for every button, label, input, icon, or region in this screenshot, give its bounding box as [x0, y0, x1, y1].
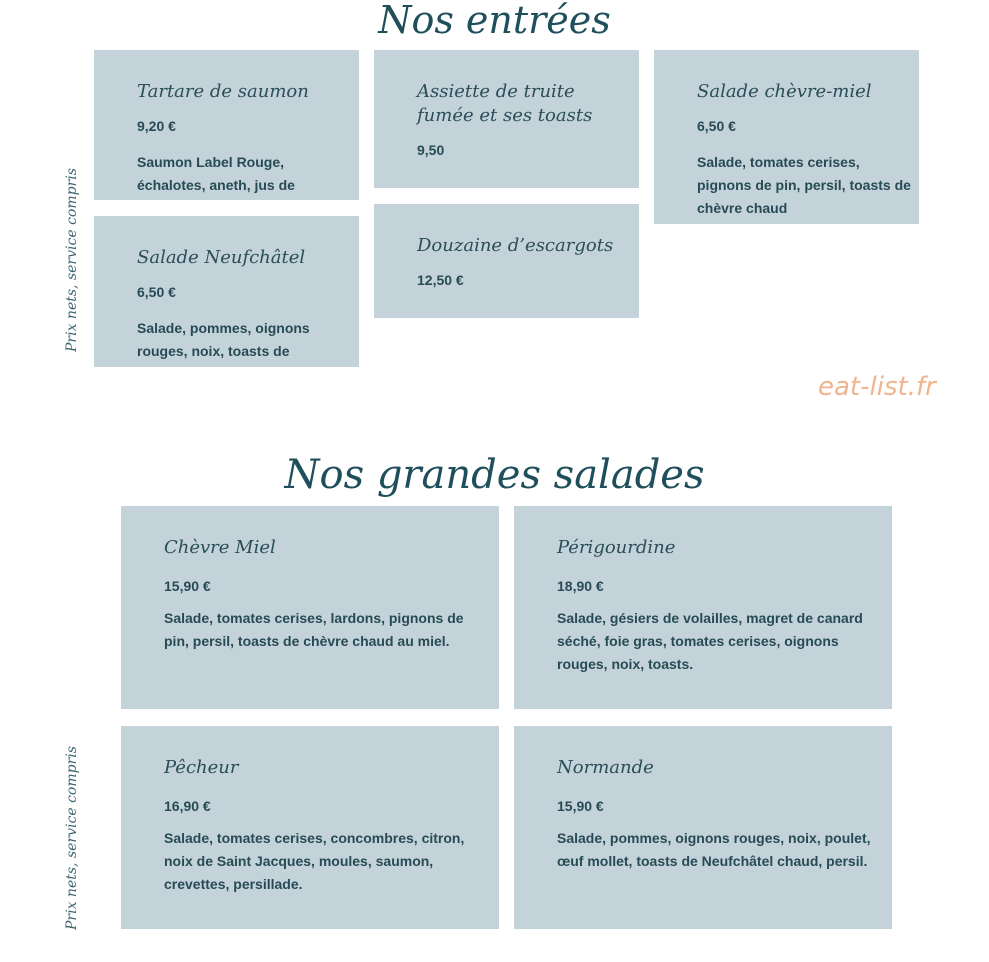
dish-description: Saumon Label Rouge, échalotes, aneth, jus de: [137, 154, 295, 193]
dish-name: Périgourdine: [557, 537, 676, 558]
dish-price: 15,90 €: [164, 578, 211, 594]
dish-name: Chèvre Miel: [164, 537, 276, 558]
dish-name: Pêcheur: [164, 757, 239, 778]
dish-name: Assiette de truite fumée et ses toasts: [417, 81, 593, 126]
dish-name: Salade chèvre-miel: [697, 81, 872, 102]
dish-description: Salade, pommes, oignons rouges, noix, poulet, œuf mollet, toasts de Neufchâtel chaud, persil.: [557, 830, 871, 869]
dish-name: Normande: [557, 757, 654, 778]
dish-price: 16,90 €: [164, 798, 211, 814]
menu-card-salade-neufchatel: [94, 216, 359, 367]
dish-description: Salade, tomates cerises, concombres, citron, noix de Saint Jacques, moules, saumon, crevettes, persillade.: [164, 830, 465, 892]
dish-price: 18,90 €: [557, 578, 604, 594]
section-title-entrees: Nos entrées: [378, 0, 611, 42]
price-note-salades: Prix nets, service compris: [64, 746, 80, 930]
dish-price: 15,90 €: [557, 798, 604, 814]
menu-card-salade-chevre-miel: [654, 50, 919, 224]
dish-description: Salade, gésiers de volailles, magret de canard séché, foie gras, tomates cerises, oignons rouges, noix, toasts.: [557, 610, 863, 672]
dish-name: Salade Neufchâtel: [137, 247, 306, 268]
menu-card-perigourdine: [514, 506, 892, 709]
dish-price: 9,20 €: [137, 118, 176, 134]
dish-price: 6,50 €: [137, 284, 176, 300]
price-note-entrees: Prix nets, service compris: [64, 168, 80, 352]
dish-name: Douzaine d’escargots: [417, 235, 614, 256]
watermark-text: eat-list.fr: [818, 372, 936, 402]
section-title-salades: Nos grandes salades: [284, 452, 705, 498]
dish-price: 12,50 €: [417, 272, 464, 288]
menu-card-tartare-de-saumon: [94, 50, 359, 200]
dish-name: Tartare de saumon: [137, 81, 309, 102]
menu-card-chevre-miel: [121, 506, 499, 709]
menu-card-douzaine-escargots: [374, 204, 639, 318]
dish-price: 6,50 €: [697, 118, 736, 134]
dish-description: Salade, tomates cerises, lardons, pignons de pin, persil, toasts de chèvre chaud au miel.: [164, 610, 464, 649]
menu-card-normande: [514, 726, 892, 929]
menu-card-pecheur: [121, 726, 499, 929]
menu-card-assiette-de-truite: [374, 50, 639, 188]
dish-price: 9,50: [417, 142, 445, 158]
dish-description: Salade, tomates cerises, pignons de pin, persil, toasts de chèvre chaud: [697, 154, 911, 216]
dish-description: Salade, pommes, oignons rouges, noix, toasts de: [137, 320, 310, 359]
